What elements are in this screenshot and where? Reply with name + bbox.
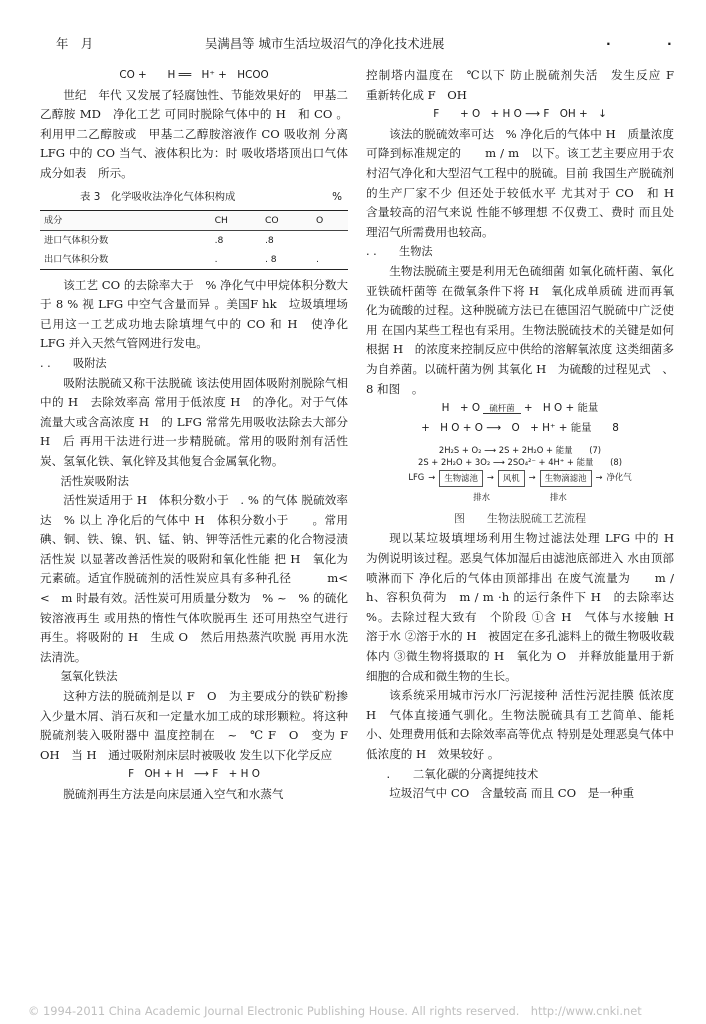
formula-iron-reaction: F OH + H ⟶ F + H O	[128, 768, 260, 781]
right-column	[366, 66, 698, 804]
table-header-cell: CO	[264, 214, 279, 226]
paragraph-system: 该系统采用城市污水厂污泥接种 活性污泥挂膜 低浓度 H 气体直接通气驯化。生物法脱硫具有工艺简单、能耗小、处理费用低和去除效率高等优点 特别是处理恶臭气体中低浓度的 H 效果较好 。	[366, 688, 674, 761]
figure-bio-process	[366, 444, 674, 527]
paragraph-activated-carbon: 活性炭适用于 H 体积分数小于 . % 的气体 脱硫效率达 % 以上 净化后的气体中 H 体积分数小于 。常用碘、铜、铁、镍、钒、锰、钠、钾等活性元素的化合物浸渍活性炭 以显著改善活性炭的吸附和氧化性能 把 H 氧化为元素硫。适宜作脱硫剂的活性炭应具有多种孔径 m< < m 时最有效。活性炭可用质量分数为 % ~ % 的硫化铵溶液再生 或用热的惰性气体吹脱再生 还可用热空气进行再生。将吸附的 H 生成 O 然后用热蒸汽吹脱 再用水洗法清洗。	[40, 493, 348, 664]
section-heading-adsorption: . . 吸附法	[40, 356, 107, 370]
flow-node-fan: 风机	[498, 470, 525, 487]
table-header-row	[40, 210, 348, 230]
arrow-right-icon: →	[486, 472, 494, 483]
header-dots: · ·	[606, 36, 698, 51]
table-cell	[312, 230, 348, 250]
arrow-right-icon: →	[528, 472, 536, 483]
formula-co-hydrolysis: CO + H ══ H⁺ + HCOO	[119, 69, 269, 81]
paragraph-adsorption: 吸附法脱硫又称干法脱硫 该法使用固体吸附剂脱除气相中的 H 去除效率高 常用于低浓度 H 的净化。对于气体流量大或含高浓度 H 的 LFG 常常先用吸收法除去大部分 H 后 再用干法进行进一步精脱硫。常用的吸附剂有活性炭、氢氧化铁、氧化锌及其他复合金属氧化物。	[40, 375, 348, 468]
paragraph-co-removal: 该工艺 CO 的去除率大于 % 净化气中甲烷体积分数大于 8 % 视 LFG 中空气含量而异 。美国F hk 垃圾填埋场已用这一工艺成功地去除填埋气中的 CO 和 H 使净化 LFG 并入天然气管网进行发电。	[40, 277, 348, 351]
table-cell: 进口气体积分数	[44, 234, 109, 246]
table-header-cell: CH	[214, 214, 228, 226]
flow-drain-2: 排水	[550, 491, 567, 502]
subheading-activated-carbon: 活性炭吸附法	[60, 473, 129, 488]
section-heading-biological: . . 生物法	[366, 245, 433, 259]
equation-b: + H O + O ⟶ O + H⁺ + 能量 8	[421, 421, 619, 434]
equation-a	[366, 399, 674, 419]
left-column	[40, 66, 360, 805]
page-header	[0, 26, 706, 50]
table-cell: .	[316, 253, 319, 265]
section-heading-co2: . 二氧化碳的分离提纯技术	[386, 766, 539, 781]
arrow-right-icon: →	[595, 472, 603, 483]
equation-7: 2H₂S + O₂ ⟶ 2S + 2H₂O + 能量 (7)	[438, 445, 602, 456]
flow-node-clean-gas: 净化气	[606, 472, 632, 483]
paragraph-temperature-control: 控制塔内温度在 ℃以下 防止脱硫剂失活 发生反应 F 重新转化成 F OH	[366, 68, 698, 102]
table-row	[40, 230, 348, 250]
figure-caption: 图 生物法脱硫工艺流程	[454, 512, 586, 526]
header-date: 年 月	[56, 36, 94, 51]
table-cell: 出口气体积分数	[44, 253, 109, 265]
process-flow-drains	[366, 488, 674, 508]
table-cell: .8	[214, 234, 224, 246]
table-cell: . 8	[264, 253, 277, 265]
table-caption	[40, 186, 348, 210]
flow-node-lfg: LFG	[408, 472, 425, 483]
equation-8: 2S + 2H₂O + 3O₂ ⟶ 2SO₄²⁻ + 4H⁺ + 能量 (8)	[418, 457, 622, 468]
table-chemical-absorption	[40, 186, 348, 270]
table-header-cell: 成分	[44, 214, 63, 226]
header-title: 吴满昌等 城市生活垃圾沼气的净化技术进展	[205, 36, 445, 51]
flow-drain-1: 排水	[473, 491, 490, 502]
equation-a-catalyst: 硫杆菌	[483, 403, 520, 414]
paragraph-efficiency: 该法的脱硫效率可达 % 净化后的气体中 H 质量浓度可降到标准规定的 m / m 以下。该工艺主要应用于农村沼气净化和大型沼气工程中的脱硫。目前 我国生产脱硫剂的生产厂家不少 但还处于较低水平 尤其对于 CO 和 H 含量较高的沼气来说 性能不够理想 不仅费工、费时 而且处理沼气所需费用也较高。	[366, 126, 686, 239]
equation-a-left: H + O	[441, 402, 481, 415]
process-flow	[366, 468, 674, 488]
table-caption-text: 表 3 化学吸收法净化气体积构成	[80, 190, 236, 203]
paragraph-regeneration: 脱硫剂再生方法是向床层通入空气和水蒸气	[63, 787, 284, 801]
paragraph-mdea-process: 世纪 年代 又发展了轻腐蚀性、节能效果好的 甲基二乙醇胺 MD 净化工艺 可同时脱除气体中的 H 和 CO 。利用甲二乙醇胺或 甲基二乙醇胺溶液作 CO 吸收剂 分离 LFG 中的 CO 当气、液体积比为：时 吸收塔塔顶出口气体成分如表 所示。	[40, 87, 348, 180]
flow-node-biotrickling-filter: 生物滴滤池	[540, 470, 592, 487]
table-row	[40, 250, 348, 270]
arrow-right-icon: →	[428, 472, 436, 483]
flow-node-biofilter: 生物滤池	[439, 470, 483, 487]
subheading-iron-hydroxide: 氢氧化铁法	[60, 669, 118, 684]
table-cell: .	[214, 253, 218, 265]
table-header-cell: O	[316, 214, 324, 226]
paragraph-landfill-example: 现以某垃圾填埋场利用生物过滤法处理 LFG 中的 H 为例说明该过程。恶臭气体加湿后由滤池底部进入 水由顶部喷淋而下 净化后的气体由顶部排出 在废气流量为 m / h、容积负荷为 m / m ·h 的运行条件下 H 的去除率达 %。去除过程大致有 个阶段 ①含 H 气体与水接触 H 溶于水 ②溶于水的 H 被固定在多孔滤料上的微生物吸收载体内 ③微生物将摄取的 H 氧化为 O 并释放能量用于新细胞的合成和微生物的生长。	[366, 531, 686, 683]
paragraph-biological: 生物法脱硫主要是利用无色硫细菌 如氧化硫杆菌、氧化亚铁硫杆菌等 在微氧条件下将 H 氧化成单质硫 进而再氧化为硫酸的过程。这种脱硫方法已在德国沼气脱硫中广泛使用 在国内某些工程也有采用。生物法脱硫技术的关键是如何根据 H 的浓度来控制反应中供给的溶解氧浓度 这类细菌多为自养菌。以硫杆菌为例 其氧化 H 为硫酸的过程见式 、8 和图 。	[366, 263, 674, 396]
paragraph-co2: 垃圾沼气中 CO 含量较高 而且 CO 是一种重	[389, 786, 635, 801]
paragraph-iron-hydroxide: 这种方法的脱硫剂是以 F O 为主要成分的铁矿粉掺入少量木屑、消石灰和一定量水加工成的球形颗粒。将这种脱硫剂装入吸附器中 温度控制在 ~ ℃ F O 变为 F OH 当 H 通过吸附剂床层时被吸收 发生以下化学反应	[40, 689, 360, 762]
formula-regeneration: F + O + H O ⟶ F OH + ↓	[433, 108, 607, 121]
equation-a-right: + H O + 能量	[523, 402, 599, 415]
copyright-footer: © 1994-2011 China Academic Journal Electronic Publishing House. All rights reserved. http://www.cnki.net	[28, 1004, 642, 1018]
table-cell: .8	[264, 234, 274, 246]
table-unit: %	[332, 190, 342, 203]
